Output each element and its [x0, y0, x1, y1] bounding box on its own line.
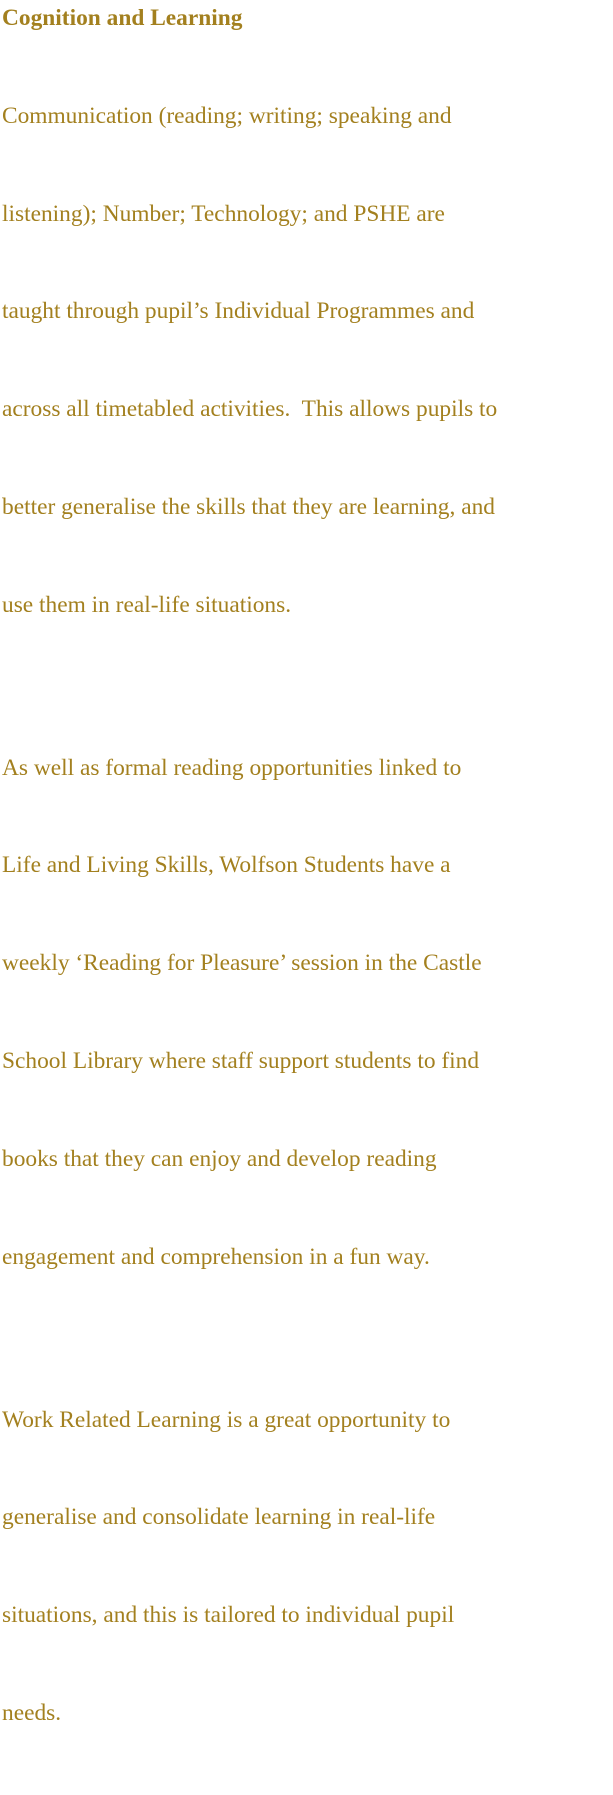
text-line: Life and Living Skills, Wolfson Students have a — [2, 852, 451, 879]
text-line: generalise and consolidate learning in real-life — [2, 1504, 436, 1531]
text-line: taught through pupil’s Individual Programmes and — [2, 298, 475, 325]
text-line: Communication (reading; writing; speaking and — [2, 102, 452, 129]
text-line: weekly ‘Reading for Pleasure’ session in the Castle — [2, 950, 482, 977]
text-line: engagement and comprehension in a fun way. — [2, 1243, 430, 1270]
text-line: across all timetabled activities. This allows pupils to — [2, 396, 498, 423]
paragraph-communication — [2, 35, 613, 687]
text-line: Work Related Learning is a great opportunity to — [2, 1406, 451, 1433]
text-line: School Library where staff support students to find — [2, 1048, 480, 1074]
text-line: situations, and this is tailored to individual pupil — [2, 1602, 455, 1629]
text-line: listening); Number; Technology; and PSHE are — [2, 200, 445, 227]
text-line: better generalise the skills that they are learning, and — [2, 493, 495, 520]
paragraph-reading — [2, 686, 613, 1338]
paragraph-work-related-learning — [2, 1338, 613, 1794]
text-line: books that they can enjoy and develop reading — [2, 1145, 437, 1172]
section-heading: Cognition and Learning — [2, 5, 243, 31]
text-line: needs. — [2, 1699, 62, 1726]
text-line: use them in real-life situations. — [2, 591, 292, 618]
text-line: As well as formal reading opportunities linked to — [2, 754, 462, 781]
